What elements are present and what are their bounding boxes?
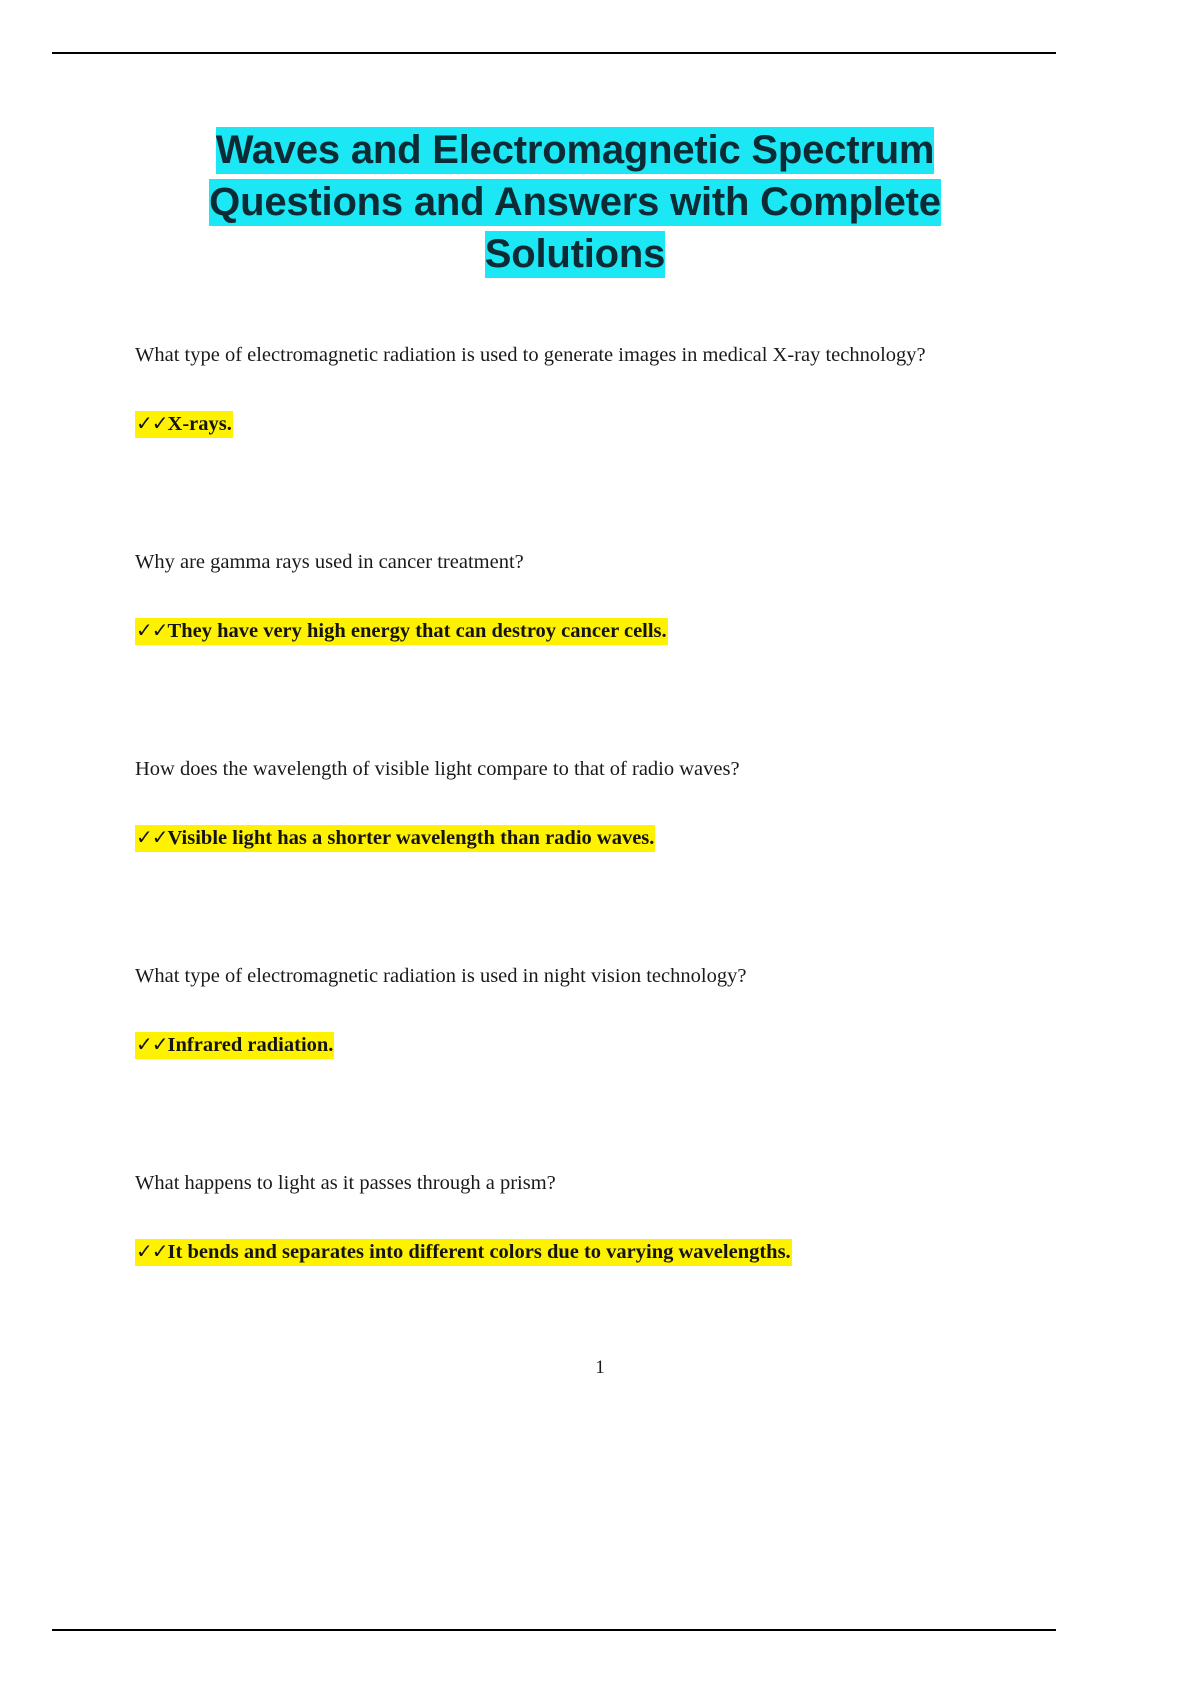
answer-value: Infrared radiation. [167, 1034, 334, 1056]
page-bottom-rule [52, 1629, 1056, 1631]
checkmark-icon: ✓✓ [136, 618, 168, 642]
title-line-1: Waves and Electromagnetic Spectrum [215, 128, 935, 172]
qa-block [135, 1170, 1035, 1265]
question-text: Why are gamma rays used in cancer treatment? [135, 551, 524, 573]
answer-value: Visible light has a shorter wavelength than radio waves. [167, 827, 655, 849]
qa-block [135, 342, 1035, 437]
checkmark-icon: ✓✓ [136, 825, 168, 849]
answer-text [135, 1238, 1035, 1265]
checkmark-icon: ✓✓ [136, 1239, 168, 1263]
page-title [135, 124, 1015, 280]
answer-text [135, 617, 1035, 644]
answer-text [135, 1031, 1035, 1058]
question-text: How does the wavelength of visible light compare to that of radio waves? [135, 758, 740, 780]
answer-value: They have very high energy that can destroy cancer cells. [167, 620, 667, 642]
answer-value: X-rays. [167, 413, 232, 435]
answer-value: It bends and separates into different colors due to varying wavelengths. [167, 1241, 791, 1263]
checkmark-icon: ✓✓ [136, 1032, 168, 1056]
title-line-2: Questions and Answers with Complete [209, 180, 941, 224]
question-text: What happens to light as it passes through a prism? [135, 1172, 556, 1194]
checkmark-icon: ✓✓ [136, 411, 168, 435]
answer-text [135, 824, 1035, 851]
qa-block [135, 963, 1035, 1058]
page-number: 1 [595, 1357, 605, 1378]
question-text: What type of electromagnetic radiation is used in night vision technology? [135, 965, 747, 987]
qa-block [135, 756, 1035, 851]
title-line-3: Solutions [484, 232, 666, 276]
qa-block [135, 549, 1035, 644]
page-top-rule [52, 52, 1056, 54]
answer-text [135, 410, 1035, 437]
question-text: What type of electromagnetic radiation is used to generate images in medical X-ray technology? [135, 344, 926, 366]
document-content [135, 124, 1035, 1265]
